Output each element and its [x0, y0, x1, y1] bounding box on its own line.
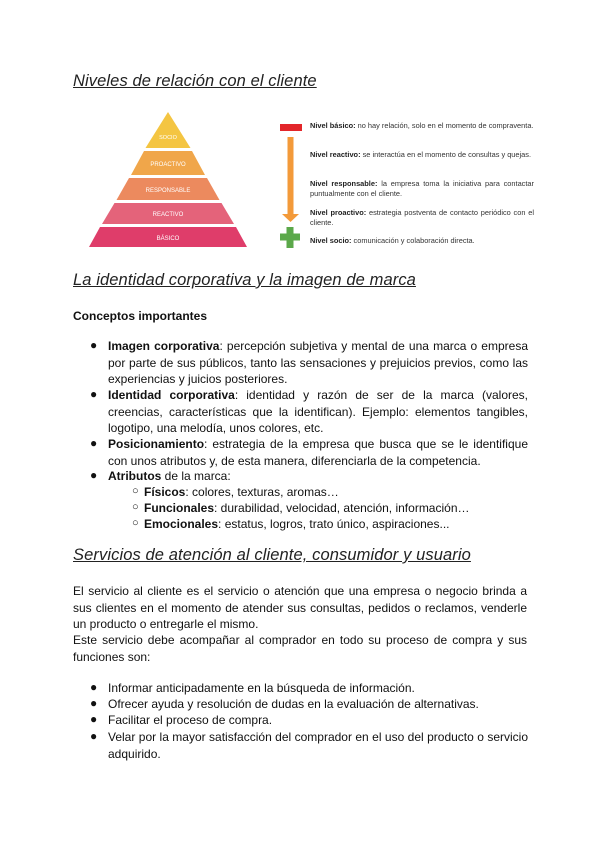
heading-identidad: La identidad corporativa y la imagen de marca	[73, 271, 416, 289]
sublist-item: Emocionales: estatus, logros, trato único, aspiraciones...	[144, 517, 450, 531]
paragraph-servicio: El servicio al cliente es el servicio o atención que una empresa o negocio brinda a sus clientes en el momento de atender sus consultas, pedidos o reclamos, venderle un producto o entregarle el mismo.	[73, 584, 527, 631]
bullet-dot: ●	[90, 712, 98, 726]
pyramid-tier-socio	[146, 112, 191, 148]
bullet-dot: ●	[90, 680, 98, 694]
bullet-dot: ●	[90, 696, 98, 710]
bullet-dot: ●	[90, 387, 98, 401]
arrow-shaft	[288, 137, 294, 215]
heading-servicios: Servicios de atención al cliente, consumidor y usuario	[73, 546, 471, 564]
legend-responsable: Nivel responsable: la empresa toma la iniciativa para contactar puntualmente con el cliente.	[310, 179, 534, 198]
sublist-item: Funcionales: durabilidad, velocidad, atención, información…	[144, 501, 470, 515]
down-arrow-icon	[282, 214, 299, 222]
list-item: Imagen corporativa: percepción subjetiva y mental de una marca o empresa por parte de sus públicos, tanto las sensaciones y prejuicios previos, como las experiencias y juicios posteriores.	[108, 339, 528, 386]
bullet-dot: ●	[90, 338, 98, 352]
list-item: Informar anticipadamente en la búsqueda de información.	[108, 681, 415, 695]
bullet-dot: ●	[90, 436, 98, 450]
list-item: Ofrecer ayuda y resolución de dudas en la evaluación de alternativas.	[108, 697, 479, 711]
pyramid-label-basico: BÁSICO	[156, 236, 180, 242]
list-item: Velar por la mayor satisfacción del comprador en el uso del producto o servicio adquirido.	[108, 730, 528, 761]
bullet-circle: ○	[132, 501, 139, 513]
heading-niveles: Niveles de relación con el cliente	[73, 72, 317, 90]
pyramid-label-reactivo: REACTIVO	[152, 212, 184, 218]
bullet-circle: ○	[132, 517, 139, 529]
list-item: Facilitar el proceso de compra.	[108, 713, 273, 727]
legend-reactivo: Nivel reactivo: se interactúa en el momento de consultas y quejas.	[310, 150, 532, 159]
subheading-conceptos: Conceptos importantes	[73, 309, 208, 323]
list-item: Atributos de la marca:	[108, 469, 231, 483]
list-item: Identidad corporativa: identidad y razón de ser de la marca (valores, creencias, características que la identifican). Ejemplo: elementos tangibles, logotipo, una melodía, unos colores, etc.	[108, 388, 528, 435]
legend-socio: Nivel socio: comunicación y colaboración directa.	[310, 236, 475, 245]
sublist-item: Físicos: colores, texturas, aromas…	[144, 485, 339, 499]
legend-proactivo: Nivel proactivo: estrategia postventa de contacto periódico con el cliente.	[310, 208, 534, 227]
bullet-dot: ●	[90, 468, 98, 482]
paragraph-funciones: Este servicio debe acompañar al comprador en todo su proceso de compra y sus funciones son:	[73, 633, 527, 664]
legend-basico: Nivel básico: no hay relación, solo en el momento de compraventa.	[310, 121, 534, 130]
pyramid-label-socio: SOCIO	[159, 135, 177, 141]
relationship-levels-figure	[80, 108, 540, 254]
plus-icon-h	[280, 234, 300, 241]
pyramid-label-proactivo: PROACTIVO	[150, 162, 186, 168]
list-item: Posicionamiento: estrategia de la empresa que busca que se le identifique con unos atributos y, de esta manera, diferenciarla de la competencia.	[108, 437, 528, 468]
bullet-circle: ○	[132, 485, 139, 497]
red-bar-icon	[280, 124, 302, 131]
pyramid-label-responsable: RESPONSABLE	[145, 188, 191, 194]
bullet-dot: ●	[90, 729, 98, 743]
